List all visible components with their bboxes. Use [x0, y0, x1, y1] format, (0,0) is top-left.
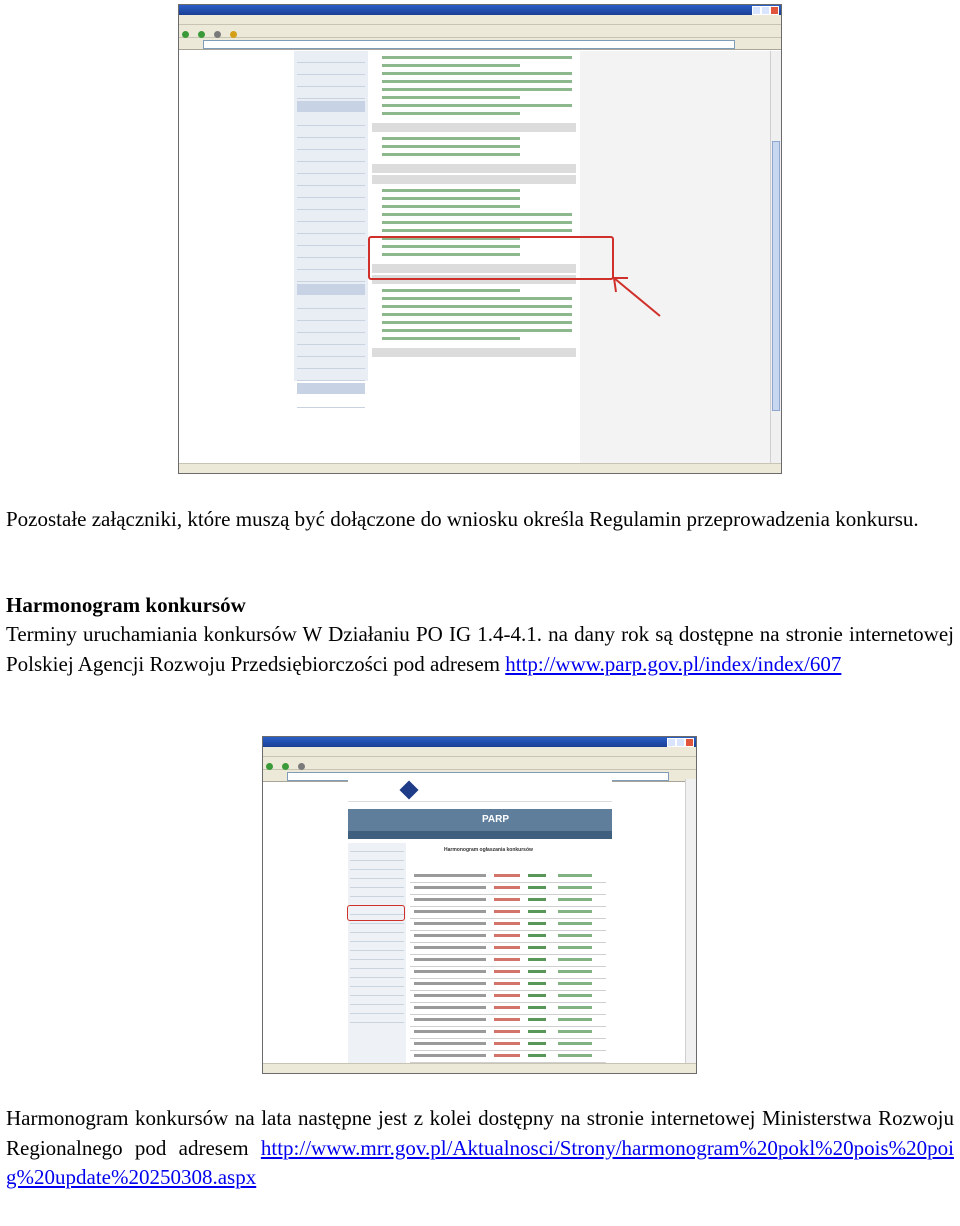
right-column	[580, 51, 770, 471]
schedule-table	[410, 871, 606, 1061]
maximize-icon	[761, 6, 770, 15]
minimize-icon	[667, 738, 676, 747]
address-bar	[179, 38, 781, 50]
back-icon	[182, 31, 189, 38]
schedule-page-heading: Harmonogram ogłaszania konkursów	[444, 847, 533, 853]
side-menu	[348, 843, 406, 1063]
refresh-icon	[214, 31, 221, 38]
close-icon	[770, 6, 779, 15]
window-titlebar	[263, 737, 696, 747]
minimize-icon	[752, 6, 761, 15]
section-heading: Harmonogram konkursów	[6, 593, 246, 617]
parp-banner	[348, 779, 612, 802]
menu-bar	[263, 747, 696, 757]
forward-icon	[282, 763, 289, 770]
screenshot-parp-schedule	[262, 736, 697, 1074]
browser-toolbar	[179, 25, 781, 38]
paragraph-schedule-mrr	[6, 1104, 954, 1193]
back-icon	[266, 763, 273, 770]
refresh-icon	[298, 763, 305, 770]
paragraph-schedule-parp	[6, 620, 954, 679]
menu-bar	[179, 15, 781, 25]
paragraph-mrr-text: Harmonogram konkursów na lata następne jest z kolei dostępny na stronie internetowej Ministerstwa Rozwoju Regionalnego pod adresem	[6, 1106, 954, 1160]
vertical-scrollbar	[685, 779, 696, 1065]
top-navigation	[348, 809, 612, 831]
paragraph-schedule-text: Terminy uruchamiania konkursów W Działaniu PO IG 1.4-4.1. na dany rok są dostępne na stronie internetowej Polskiej Agencji Rozwoju Przedsiębiorczości pod adresem	[6, 622, 954, 676]
parp-page	[348, 779, 612, 1063]
parp-logo-text: PARP	[482, 814, 510, 825]
left-navigation	[294, 51, 369, 381]
address-field	[203, 40, 735, 49]
status-bar	[263, 1063, 696, 1073]
paragraph-attachments: Pozostałe załączniki, które muszą być dołączone do wniosku określa Regulamin przeprowadzenia konkursu.	[6, 507, 919, 531]
red-highlight-box	[347, 905, 405, 921]
documentation-content	[368, 51, 581, 471]
window-titlebar	[179, 5, 781, 15]
parp-schedule-link[interactable]: http://www.parp.gov.pl/index/index/607	[505, 651, 842, 676]
close-icon	[685, 738, 694, 747]
home-icon	[230, 31, 237, 38]
status-bar	[179, 463, 781, 473]
parp-logo-icon	[399, 780, 418, 799]
mrr-schedule-link[interactable]: http://www.mrr.gov.pl/Aktualnosci/Strony/harmonogram%20pokl%20pois%20poig%20update%20250308.aspx	[6, 1135, 954, 1189]
screenshot-parp-documentation	[178, 4, 782, 474]
secondary-navigation	[348, 831, 612, 839]
browser-toolbar	[263, 757, 696, 770]
maximize-icon	[676, 738, 685, 747]
vertical-scrollbar	[770, 51, 781, 465]
forward-icon	[198, 31, 205, 38]
